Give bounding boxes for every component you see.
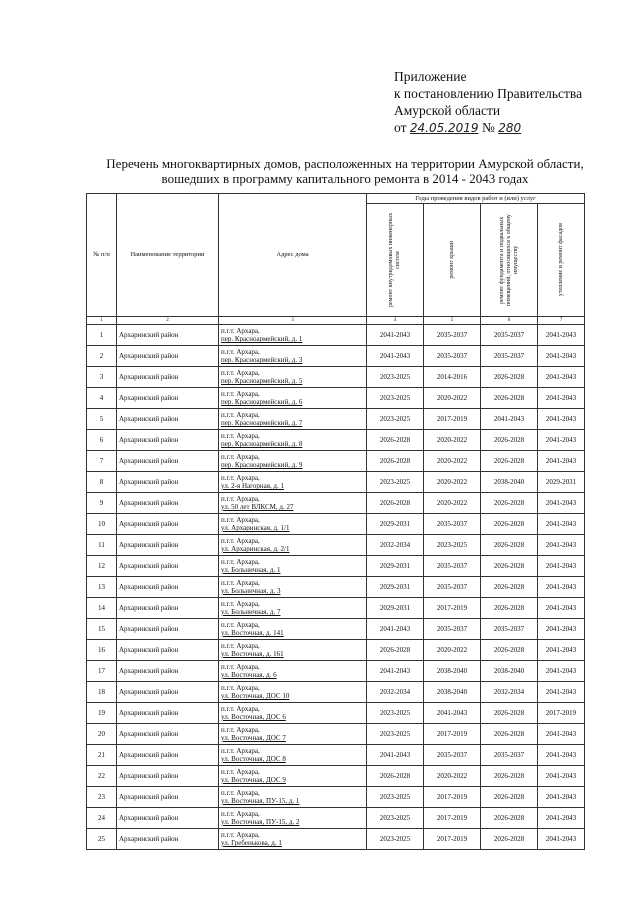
address-line-1: п.г.т. Архара,: [221, 411, 260, 419]
roof-years-cell: 2020-2022: [424, 766, 481, 787]
table-row: [87, 703, 585, 724]
table-row: [87, 640, 585, 661]
row-number: 3: [87, 367, 117, 388]
address-line-2: ул. Больничная, д. 7: [221, 608, 281, 616]
roof-years-cell: 2038-2040: [424, 661, 481, 682]
systems-years-cell: 2026-2028: [367, 766, 424, 787]
address-line-1: п.г.т. Архара,: [221, 369, 260, 377]
table-row: [87, 556, 585, 577]
col-number: 7: [538, 317, 585, 325]
facade-years-cell: 2029-2031: [538, 472, 585, 493]
roof-years-cell: 2017-2019: [424, 808, 481, 829]
row-number: 9: [87, 493, 117, 514]
roof-years-cell: 2017-2019: [424, 787, 481, 808]
document-title: [100, 156, 590, 186]
basement-years-cell: 2026-2028: [481, 451, 538, 472]
row-number: 13: [87, 577, 117, 598]
basement-years-cell: 2026-2028: [481, 388, 538, 409]
address-line-1: п.г.т. Архара,: [221, 705, 260, 713]
roof-years-cell: 2041-2043: [424, 703, 481, 724]
address-line-2: ул. Больничная, д. 3: [221, 587, 281, 595]
territory-cell: Архаринский район: [117, 409, 219, 430]
address-cell: [219, 451, 367, 472]
address-line-1: п.г.т. Архара,: [221, 768, 260, 776]
row-number: 4: [87, 388, 117, 409]
row-number: 11: [87, 535, 117, 556]
address-cell: [219, 703, 367, 724]
row-number: 10: [87, 514, 117, 535]
systems-years-cell: 2023-2025: [367, 367, 424, 388]
basement-years-cell: 2026-2028: [481, 493, 538, 514]
systems-years-cell: 2023-2025: [367, 787, 424, 808]
systems-years-cell: 2023-2025: [367, 808, 424, 829]
table-row: [87, 829, 585, 850]
header-systems: [367, 204, 424, 317]
basement-years-cell: 2026-2028: [481, 640, 538, 661]
basement-years-cell: 2026-2028: [481, 808, 538, 829]
basement-years-cell: 2035-2037: [481, 325, 538, 346]
facade-years-cell: 2041-2043: [538, 577, 585, 598]
facade-years-cell: 2041-2043: [538, 661, 585, 682]
systems-years-cell: 2023-2025: [367, 703, 424, 724]
address-line-2: пер. Красноармейский, д. 9: [221, 461, 303, 469]
systems-years-cell: 2026-2028: [367, 493, 424, 514]
address-line-1: п.г.т. Архара,: [221, 621, 260, 629]
roof-years-cell: 2017-2019: [424, 724, 481, 745]
roof-years-cell: 2035-2037: [424, 325, 481, 346]
address-cell: [219, 346, 367, 367]
roof-years-cell: 2017-2019: [424, 598, 481, 619]
address-cell: [219, 724, 367, 745]
row-number: 12: [87, 556, 117, 577]
territory-cell: Архаринский район: [117, 598, 219, 619]
address-line-1: п.г.т. Архара,: [221, 516, 260, 524]
address-line-1: п.г.т. Архара,: [221, 684, 260, 692]
row-number: 16: [87, 640, 117, 661]
address-line-2: ул. Восточная, ДОС 8: [221, 755, 286, 763]
roof-years-cell: 2035-2037: [424, 577, 481, 598]
basement-years-cell: 2038-2040: [481, 472, 538, 493]
facade-years-cell: 2041-2043: [538, 682, 585, 703]
address-cell: [219, 430, 367, 451]
facade-years-cell: 2041-2043: [538, 409, 585, 430]
territory-cell: Архаринский район: [117, 556, 219, 577]
territory-cell: Архаринский район: [117, 661, 219, 682]
header-basement: [481, 204, 538, 317]
basement-years-cell: 2026-2028: [481, 367, 538, 388]
basement-years-cell: 2026-2028: [481, 724, 538, 745]
table-row: [87, 388, 585, 409]
address-line-2: ул. Восточная, ДОС 9: [221, 776, 286, 784]
territory-cell: Архаринский район: [117, 451, 219, 472]
number-label: №: [481, 120, 495, 135]
table-row: [87, 787, 585, 808]
table-row: [87, 808, 585, 829]
address-cell: [219, 535, 367, 556]
address-line-2: пер. Красноармейский, д. 1: [221, 335, 303, 343]
address-line-1: п.г.т. Архара,: [221, 390, 260, 398]
header-territory: Наименование территории: [117, 194, 219, 317]
col-number: 5: [424, 317, 481, 325]
address-cell: [219, 493, 367, 514]
col-number: 6: [481, 317, 538, 325]
table-row: [87, 724, 585, 745]
address-cell: [219, 577, 367, 598]
address-cell: [219, 682, 367, 703]
roof-years-cell: 2017-2019: [424, 829, 481, 850]
roof-years-cell: 2020-2022: [424, 430, 481, 451]
address-line-1: п.г.т. Архара,: [221, 348, 260, 356]
basement-years-cell: 2026-2028: [481, 829, 538, 850]
address-cell: [219, 808, 367, 829]
basement-years-cell: 2026-2028: [481, 430, 538, 451]
basement-years-cell: 2041-2043: [481, 409, 538, 430]
handwritten-number: 280: [498, 121, 522, 135]
address-line-1: п.г.т. Архара,: [221, 327, 260, 335]
facade-years-cell: 2041-2043: [538, 430, 585, 451]
col-number: 2: [117, 317, 219, 325]
table-row: [87, 577, 585, 598]
appendix-date-line: [394, 119, 624, 137]
table-row: [87, 598, 585, 619]
facade-years-cell: 2041-2043: [538, 493, 585, 514]
address-line-2: ул. Восточная, д. 6: [221, 671, 277, 679]
table-row: [87, 619, 585, 640]
address-cell: [219, 388, 367, 409]
systems-years-cell: 2026-2028: [367, 451, 424, 472]
address-cell: [219, 619, 367, 640]
address-cell: [219, 829, 367, 850]
row-number: 1: [87, 325, 117, 346]
row-number: 15: [87, 619, 117, 640]
address-line-2: ул. Архаринская, д. 2/1: [221, 545, 290, 553]
header-facade: [538, 204, 585, 317]
address-line-1: п.г.т. Архара,: [221, 831, 260, 839]
address-cell: [219, 787, 367, 808]
systems-years-cell: 2023-2025: [367, 472, 424, 493]
roof-years-cell: 2014-2016: [424, 367, 481, 388]
address-line-2: пер. Красноармейский, д. 3: [221, 356, 303, 364]
territory-cell: Архаринский район: [117, 388, 219, 409]
table-row: [87, 745, 585, 766]
systems-years-cell: 2026-2028: [367, 430, 424, 451]
table-row: [87, 325, 585, 346]
facade-years-cell: 2041-2043: [538, 745, 585, 766]
appendix-title: Приложение: [394, 69, 467, 84]
address-line-2: ул. Больничная, д. 1: [221, 566, 281, 574]
facade-years-cell: 2041-2043: [538, 388, 585, 409]
title-line-1: Перечень многоквартирных домов, расположенных на территории Амурской области,: [106, 156, 584, 171]
basement-years-cell: 2026-2028: [481, 787, 538, 808]
address-line-2: пер. Красноармейский, д. 8: [221, 440, 303, 448]
address-cell: [219, 598, 367, 619]
systems-years-cell: 2041-2043: [367, 619, 424, 640]
systems-years-cell: 2023-2025: [367, 409, 424, 430]
facade-years-cell: 2041-2043: [538, 556, 585, 577]
header-address: Адрес дома: [219, 194, 367, 317]
table-row: [87, 409, 585, 430]
address-line-1: п.г.т. Архара,: [221, 453, 260, 461]
address-cell: [219, 409, 367, 430]
roof-years-cell: 2020-2022: [424, 472, 481, 493]
address-line-2: ул. Гребенькова, д. 1: [221, 839, 282, 847]
address-line-2: пер. Красноармейский, д. 7: [221, 419, 303, 427]
facade-years-cell: 2041-2043: [538, 325, 585, 346]
houses-table: [86, 193, 585, 850]
row-number: 18: [87, 682, 117, 703]
table-row: [87, 472, 585, 493]
facade-years-cell: 2041-2043: [538, 766, 585, 787]
facade-years-cell: 2041-2043: [538, 787, 585, 808]
address-cell: [219, 556, 367, 577]
territory-cell: Архаринский район: [117, 367, 219, 388]
systems-years-cell: 2023-2025: [367, 724, 424, 745]
systems-years-cell: 2041-2043: [367, 346, 424, 367]
address-line-1: п.г.т. Архара,: [221, 726, 260, 734]
row-number: 17: [87, 661, 117, 682]
roof-years-cell: 2020-2022: [424, 640, 481, 661]
address-line-2: ул. Архаринская, д. 1/1: [221, 524, 290, 532]
systems-years-cell: 2023-2025: [367, 829, 424, 850]
facade-years-cell: 2041-2043: [538, 808, 585, 829]
table-row: [87, 493, 585, 514]
header-years-group: Годы проведения видов работ и (или) услуг: [367, 194, 585, 204]
roof-years-cell: 2020-2022: [424, 451, 481, 472]
facade-years-cell: 2041-2043: [538, 724, 585, 745]
date-label: от: [394, 120, 407, 135]
territory-cell: Архаринский район: [117, 493, 219, 514]
address-line-1: п.г.т. Архара,: [221, 474, 260, 482]
address-line-2: ул. Восточная, ПУ-15, д. 1: [221, 797, 300, 805]
address-line-2: ул. 50 лет ВЛКСМ, д. 27: [221, 503, 294, 511]
roof-years-cell: 2035-2037: [424, 346, 481, 367]
territory-cell: Архаринский район: [117, 724, 219, 745]
basement-years-cell: 2032-2034: [481, 682, 538, 703]
territory-cell: Архаринский район: [117, 619, 219, 640]
address-line-2: пер. Красноармейский, д. 5: [221, 377, 303, 385]
address-line-1: п.г.т. Архара,: [221, 558, 260, 566]
territory-cell: Архаринский район: [117, 325, 219, 346]
roof-years-cell: 2035-2037: [424, 619, 481, 640]
header-num: № п/п: [87, 194, 117, 317]
table-row: [87, 766, 585, 787]
table-row: [87, 535, 585, 556]
row-number: 6: [87, 430, 117, 451]
basement-years-cell: 2035-2037: [481, 619, 538, 640]
header-systems-text: ремонт внутридомовых инженерных систем: [388, 212, 401, 308]
basement-years-cell: 2038-2040: [481, 661, 538, 682]
basement-years-cell: 2026-2028: [481, 577, 538, 598]
address-line-1: п.г.т. Архара,: [221, 579, 260, 587]
basement-years-cell: 2026-2028: [481, 598, 538, 619]
roof-years-cell: 2038-2040: [424, 682, 481, 703]
basement-years-cell: 2026-2028: [481, 514, 538, 535]
table-row: [87, 451, 585, 472]
address-cell: [219, 745, 367, 766]
facade-years-cell: 2041-2043: [538, 619, 585, 640]
address-cell: [219, 367, 367, 388]
facade-years-cell: 2017-2019: [538, 703, 585, 724]
basement-years-cell: 2035-2037: [481, 745, 538, 766]
roof-years-cell: 2017-2019: [424, 409, 481, 430]
appendix-block: [394, 68, 624, 137]
facade-years-cell: 2041-2043: [538, 514, 585, 535]
address-line-1: п.г.т. Архара,: [221, 642, 260, 650]
facade-years-cell: 2041-2043: [538, 367, 585, 388]
systems-years-cell: 2029-2031: [367, 514, 424, 535]
row-number: 19: [87, 703, 117, 724]
table-row: [87, 430, 585, 451]
column-number-row: [87, 317, 585, 325]
address-cell: [219, 514, 367, 535]
territory-cell: Архаринский район: [117, 766, 219, 787]
territory-cell: Архаринский район: [117, 787, 219, 808]
row-number: 21: [87, 745, 117, 766]
table-row: [87, 367, 585, 388]
systems-years-cell: 2026-2028: [367, 640, 424, 661]
systems-years-cell: 2029-2031: [367, 556, 424, 577]
row-number: 25: [87, 829, 117, 850]
table-row: [87, 682, 585, 703]
col-number: 4: [367, 317, 424, 325]
row-number: 8: [87, 472, 117, 493]
systems-years-cell: 2029-2031: [367, 577, 424, 598]
row-number: 2: [87, 346, 117, 367]
territory-cell: Архаринский район: [117, 808, 219, 829]
roof-years-cell: 2035-2037: [424, 745, 481, 766]
table-row: [87, 514, 585, 535]
territory-cell: Архаринский район: [117, 577, 219, 598]
territory-cell: Архаринский район: [117, 430, 219, 451]
address-line-2: пер. Красноармейский, д. 6: [221, 398, 303, 406]
territory-cell: Архаринский район: [117, 703, 219, 724]
header-facade-text: утепление и ремонт фасадов: [557, 223, 564, 297]
basement-years-cell: 2026-2028: [481, 766, 538, 787]
facade-years-cell: 2041-2043: [538, 598, 585, 619]
systems-years-cell: 2032-2034: [367, 682, 424, 703]
facade-years-cell: 2041-2043: [538, 829, 585, 850]
handwritten-date: 24.05.2019: [409, 121, 479, 135]
facade-years-cell: 2041-2043: [538, 346, 585, 367]
table-row: [87, 661, 585, 682]
facade-years-cell: 2041-2043: [538, 535, 585, 556]
territory-cell: Архаринский район: [117, 640, 219, 661]
row-number: 5: [87, 409, 117, 430]
basement-years-cell: 2026-2028: [481, 703, 538, 724]
roof-years-cell: 2035-2037: [424, 514, 481, 535]
territory-cell: Архаринский район: [117, 829, 219, 850]
roof-years-cell: 2020-2022: [424, 493, 481, 514]
address-line-2: ул. Восточная, д. 141: [221, 629, 284, 637]
territory-cell: Архаринский район: [117, 472, 219, 493]
roof-years-cell: 2020-2022: [424, 388, 481, 409]
address-line-2: ул. Восточная, ПУ-15, д. 2: [221, 818, 300, 826]
address-line-1: п.г.т. Архара,: [221, 537, 260, 545]
col-number: 1: [87, 317, 117, 325]
facade-years-cell: 2041-2043: [538, 451, 585, 472]
address-cell: [219, 661, 367, 682]
address-cell: [219, 640, 367, 661]
territory-cell: Архаринский район: [117, 514, 219, 535]
row-number: 22: [87, 766, 117, 787]
address-line-2: ул. Восточная, д. 161: [221, 650, 284, 658]
address-cell: [219, 325, 367, 346]
address-line-1: п.г.т. Архара,: [221, 600, 260, 608]
address-cell: [219, 766, 367, 787]
address-line-1: п.г.т. Архара,: [221, 789, 260, 797]
row-number: 14: [87, 598, 117, 619]
systems-years-cell: 2029-2031: [367, 598, 424, 619]
row-number: 24: [87, 808, 117, 829]
address-line-1: п.г.т. Архара,: [221, 810, 260, 818]
col-number: 3: [219, 317, 367, 325]
appendix-region: Амурской области: [394, 103, 501, 118]
address-line-1: п.г.т. Архара,: [221, 747, 260, 755]
facade-years-cell: 2041-2043: [538, 640, 585, 661]
roof-years-cell: 2023-2025: [424, 535, 481, 556]
row-number: 20: [87, 724, 117, 745]
systems-years-cell: 2023-2025: [367, 388, 424, 409]
row-number: 23: [87, 787, 117, 808]
row-number: 7: [87, 451, 117, 472]
territory-cell: Архаринский район: [117, 346, 219, 367]
address-line-2: ул. Восточная, ДОС 10: [221, 692, 290, 700]
header-basement-text: ремонт фундамента и подвальных помещений, относящихся к общему имуществу: [498, 214, 519, 306]
address-line-2: ул. 2-я Нагорная, д. 1: [221, 482, 284, 490]
systems-years-cell: 2032-2034: [367, 535, 424, 556]
systems-years-cell: 2041-2043: [367, 325, 424, 346]
title-line-2: вошедших в программу капитального ремонта в 2014 - 2043 годах: [161, 171, 529, 186]
header-roof: [424, 204, 481, 317]
territory-cell: Архаринский район: [117, 535, 219, 556]
table-row: [87, 346, 585, 367]
systems-years-cell: 2041-2043: [367, 661, 424, 682]
basement-years-cell: 2026-2028: [481, 556, 538, 577]
appendix-decree: к постановлению Правительства: [394, 86, 583, 101]
address-line-2: ул. Восточная, ДОС 6: [221, 713, 286, 721]
territory-cell: Архаринский район: [117, 745, 219, 766]
systems-years-cell: 2041-2043: [367, 745, 424, 766]
address-line-1: п.г.т. Архара,: [221, 495, 260, 503]
address-line-1: п.г.т. Архара,: [221, 432, 260, 440]
address-cell: [219, 472, 367, 493]
basement-years-cell: 2026-2028: [481, 535, 538, 556]
address-line-2: ул. Восточная, ДОС 7: [221, 734, 286, 742]
roof-years-cell: 2035-2037: [424, 556, 481, 577]
header-roof-text: ремонт крыши: [448, 241, 455, 279]
territory-cell: Архаринский район: [117, 682, 219, 703]
address-line-1: п.г.т. Архара,: [221, 663, 260, 671]
basement-years-cell: 2035-2037: [481, 346, 538, 367]
